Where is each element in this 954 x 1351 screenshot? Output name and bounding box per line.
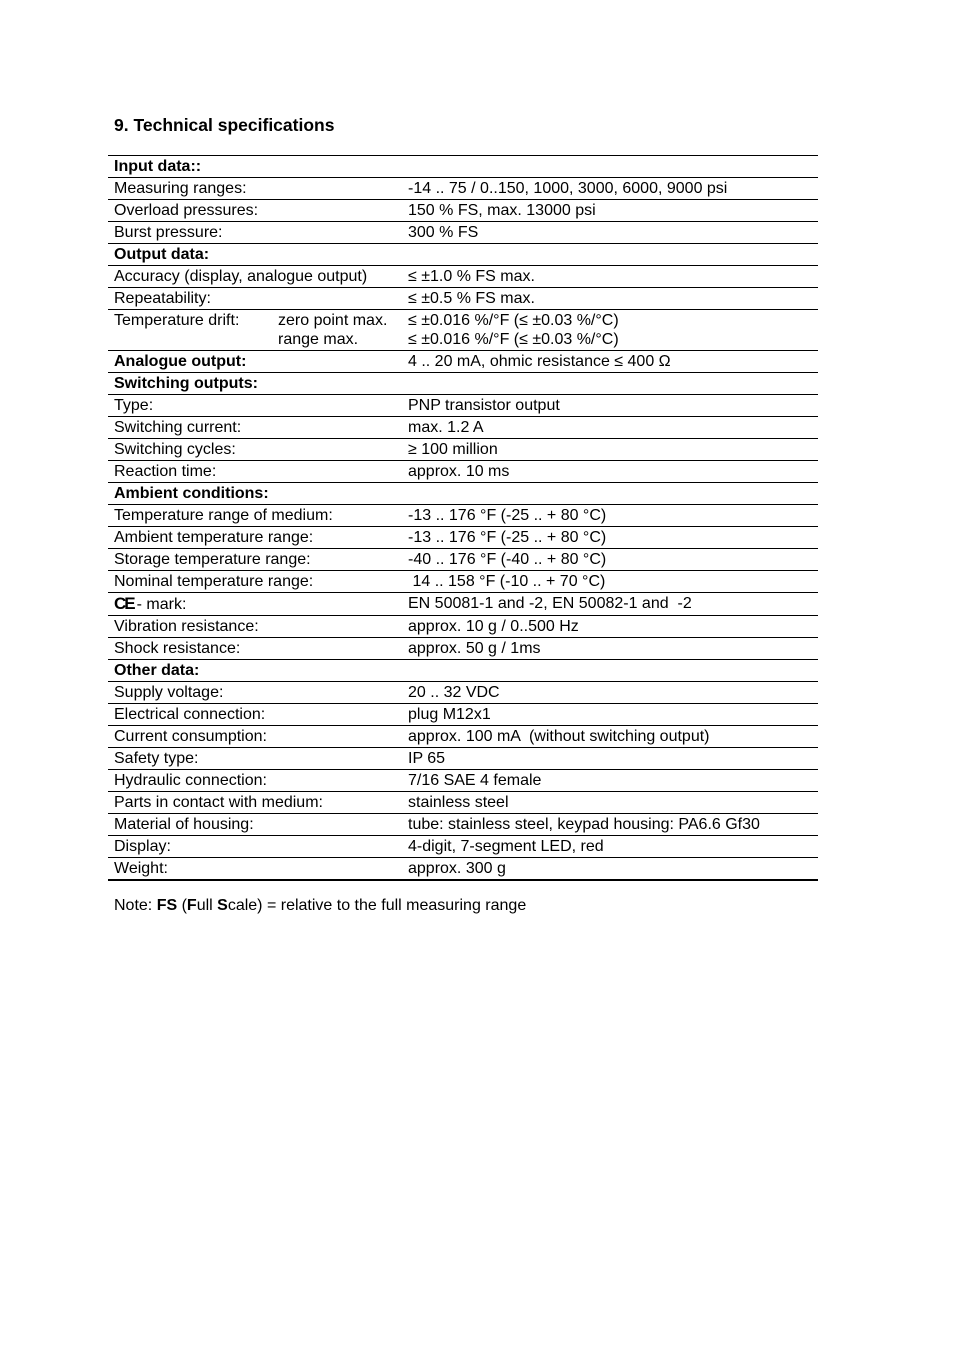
row-housing-material bbox=[108, 814, 818, 836]
row-value: 4-digit, 7-segment LED, red bbox=[403, 836, 818, 858]
row-accuracy bbox=[108, 266, 818, 288]
note-abbr: FS bbox=[156, 897, 178, 914]
group-other-data bbox=[108, 660, 818, 682]
row-label: Electrical connection: bbox=[108, 704, 403, 726]
group-label: Switching outputs: bbox=[108, 373, 818, 395]
row-value bbox=[403, 310, 818, 351]
drift-range-value: ≤ ±0.016 %/°F (≤ ±0.03 %/°C) bbox=[408, 331, 619, 348]
row-label: Temperature range of medium: bbox=[108, 505, 403, 527]
row-value: plug M12x1 bbox=[403, 704, 818, 726]
row-analogue-output bbox=[108, 351, 818, 373]
row-supply-voltage bbox=[108, 682, 818, 704]
group-label: Output data: bbox=[108, 244, 818, 266]
row-measuring-ranges bbox=[108, 178, 818, 200]
row-label: Weight: bbox=[108, 858, 403, 881]
row-label: Repeatability: bbox=[108, 288, 403, 310]
drift-zero-point-value: ≤ ±0.016 %/°F (≤ ±0.03 %/°C) bbox=[408, 312, 619, 329]
row-value: -14 .. 75 / 0..150, 1000, 3000, 6000, 9000 psi bbox=[403, 178, 818, 200]
row-value: approx. 100 mA (without switching output) bbox=[403, 726, 818, 748]
section-heading: 9. Technical specifications bbox=[114, 115, 335, 135]
row-value: approx. 10 ms bbox=[403, 461, 818, 483]
group-label: Other data: bbox=[108, 660, 818, 682]
row-value: ≤ ±0.5 % FS max. bbox=[403, 288, 818, 310]
ce-mark-label: - mark: bbox=[136, 596, 187, 613]
row-value: 150 % FS, max. 13000 psi bbox=[403, 200, 818, 222]
row-label: Temperature drift: bbox=[108, 310, 278, 351]
row-label: Display: bbox=[108, 836, 403, 858]
row-temp-range-medium bbox=[108, 505, 818, 527]
group-label: Ambient conditions: bbox=[108, 483, 818, 505]
row-overload-pressures bbox=[108, 200, 818, 222]
ce-mark-icon: CE bbox=[114, 594, 134, 613]
group-output-data bbox=[108, 244, 818, 266]
row-storage-temp-range bbox=[108, 549, 818, 571]
row-value: stainless steel bbox=[403, 792, 818, 814]
row-label: Burst pressure: bbox=[108, 222, 403, 244]
row-burst-pressure bbox=[108, 222, 818, 244]
row-label: Measuring ranges: bbox=[108, 178, 403, 200]
row-electrical-connection bbox=[108, 704, 818, 726]
drift-zero-point-label: zero point max. bbox=[278, 312, 388, 329]
row-value: max. 1.2 A bbox=[403, 417, 818, 439]
row-value: IP 65 bbox=[403, 748, 818, 770]
row-value: 20 .. 32 VDC bbox=[403, 682, 818, 704]
row-type bbox=[108, 395, 818, 417]
row-value: -13 .. 176 °F (-25 .. + 80 °C) bbox=[403, 527, 818, 549]
row-value: EN 50081-1 and -2, EN 50082-1 and -2 bbox=[403, 593, 818, 616]
row-value: -13 .. 176 °F (-25 .. + 80 °C) bbox=[403, 505, 818, 527]
row-current-consumption bbox=[108, 726, 818, 748]
note-s: S bbox=[217, 897, 228, 914]
row-label: Vibration resistance: bbox=[108, 616, 403, 638]
note-open: ( bbox=[177, 897, 187, 914]
row-label: Supply voltage: bbox=[108, 682, 403, 704]
row-value: 300 % FS bbox=[403, 222, 818, 244]
row-label: Hydraulic connection: bbox=[108, 770, 403, 792]
row-label: Ambient temperature range: bbox=[108, 527, 403, 549]
row-parts-contact bbox=[108, 792, 818, 814]
row-label: Nominal temperature range: bbox=[108, 571, 403, 593]
row-display bbox=[108, 836, 818, 858]
row-label: Material of housing: bbox=[108, 814, 403, 836]
row-value: 4 .. 20 mA, ohmic resistance ≤ 400 Ω bbox=[403, 351, 818, 373]
row-label: Current consumption: bbox=[108, 726, 403, 748]
row-ce-mark bbox=[108, 593, 818, 616]
row-label: Analogue output: bbox=[108, 351, 403, 373]
row-label: Parts in contact with medium: bbox=[108, 792, 403, 814]
row-value: tube: stainless steel, keypad housing: PA6.6 Gf30 bbox=[403, 814, 818, 836]
row-label: Storage temperature range: bbox=[108, 549, 403, 571]
spec-table bbox=[108, 155, 818, 881]
note-cale: cale) = relative to the full measuring range bbox=[227, 897, 527, 914]
note-prefix: Note: bbox=[114, 897, 157, 914]
row-switching-current bbox=[108, 417, 818, 439]
group-switching-outputs bbox=[108, 373, 818, 395]
group-label: Input data:: bbox=[108, 156, 818, 178]
row-vibration-resistance bbox=[108, 616, 818, 638]
row-label: Overload pressures: bbox=[108, 200, 403, 222]
note-ull: ull bbox=[196, 897, 218, 914]
group-ambient-conditions bbox=[108, 483, 818, 505]
drift-range-label: range max. bbox=[278, 331, 359, 348]
footnote bbox=[114, 897, 526, 915]
row-switching-cycles bbox=[108, 439, 818, 461]
row-value: PNP transistor output bbox=[403, 395, 818, 417]
row-value: -40 .. 176 °F (-40 .. + 80 °C) bbox=[403, 549, 818, 571]
row-reaction-time bbox=[108, 461, 818, 483]
row-safety-type bbox=[108, 748, 818, 770]
row-value: approx. 300 g bbox=[403, 858, 818, 881]
row-label: Safety type: bbox=[108, 748, 403, 770]
row-temperature-drift bbox=[108, 310, 818, 351]
row-label: Type: bbox=[108, 395, 403, 417]
row-weight bbox=[108, 858, 818, 881]
row-repeatability bbox=[108, 288, 818, 310]
row-nominal-temp-range bbox=[108, 571, 818, 593]
row-label: Shock resistance: bbox=[108, 638, 403, 660]
row-ambient-temp-range bbox=[108, 527, 818, 549]
row-shock-resistance bbox=[108, 638, 818, 660]
row-hydraulic-connection bbox=[108, 770, 818, 792]
row-value: 14 .. 158 °F (-10 .. + 70 °C) bbox=[403, 571, 818, 593]
row-label: Switching cycles: bbox=[108, 439, 403, 461]
row-value: 7/16 SAE 4 female bbox=[403, 770, 818, 792]
row-label bbox=[108, 593, 403, 616]
row-label: Accuracy (display, analogue output) bbox=[108, 266, 403, 288]
row-value: approx. 50 g / 1ms bbox=[403, 638, 818, 660]
note-f: F bbox=[186, 897, 197, 914]
group-input-data bbox=[108, 156, 818, 178]
row-label: Reaction time: bbox=[108, 461, 403, 483]
row-label: Switching current: bbox=[108, 417, 403, 439]
row-value: ≥ 100 million bbox=[403, 439, 818, 461]
row-value: ≤ ±1.0 % FS max. bbox=[403, 266, 818, 288]
row-value: approx. 10 g / 0..500 Hz bbox=[403, 616, 818, 638]
row-sublabels bbox=[278, 310, 403, 351]
